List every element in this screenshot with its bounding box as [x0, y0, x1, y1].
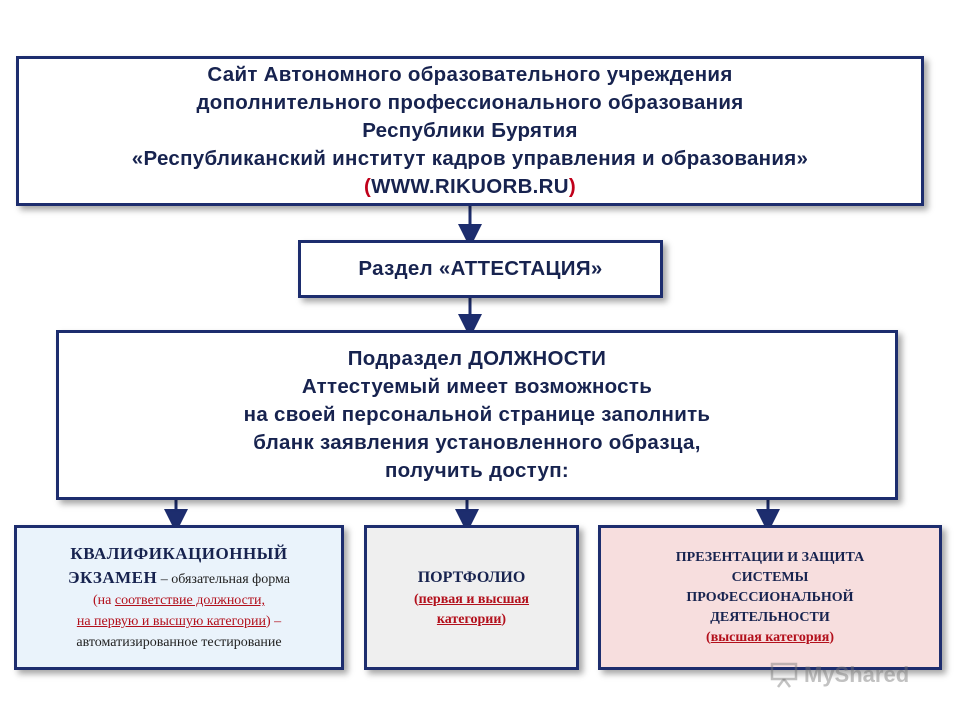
presentation-line-4: ДЕЯТЕЛЬНОСТИ — [710, 609, 830, 625]
section-box — [298, 240, 663, 298]
exam-paren-line-2 — [77, 611, 281, 632]
site-line-3: Республики Бурятия — [362, 119, 578, 142]
subsection-line-4: получить доступ: — [384, 459, 569, 482]
portfolio-link-line-2 — [437, 610, 506, 630]
subsection-line-1: Аттестуемый имеет возможность — [301, 375, 653, 398]
subsection-title — [348, 345, 606, 373]
exam-title-line-2 — [68, 566, 290, 590]
presentation-link[interactable]: высшая категория — [710, 629, 830, 645]
presentation-paren-open: ( — [706, 629, 711, 645]
portfolio-link-part-2[interactable]: категории — [436, 611, 502, 627]
section-label: Раздел «АТТЕСТАЦИЯ» — [358, 257, 603, 280]
exam-paren-open: (на — [93, 593, 115, 608]
exam-paren-line-1 — [93, 590, 265, 611]
site-line-4: «Республиканский институт кадров управления и образования» — [131, 147, 809, 170]
exam-title-word: ЭКЗАМЕН — [68, 568, 158, 587]
subsection-title-strong: ДОЛЖНОСТИ — [468, 347, 607, 370]
presentation-board-icon — [770, 662, 798, 688]
exam-link-categories[interactable]: на первую и высшую категории — [76, 614, 266, 629]
presentation-line-3: ПРОФЕССИОНАЛЬНОЙ — [686, 589, 854, 605]
exam-last-line: автоматизированное тестирование — [76, 635, 282, 650]
portfolio-paren-open: ( — [413, 591, 419, 607]
site-box — [16, 56, 924, 206]
presentation-box — [598, 525, 942, 670]
url-paren-close: ) — [568, 175, 577, 198]
watermark — [770, 662, 909, 688]
site-url-line — [364, 173, 576, 201]
portfolio-title: ПОРТФОЛИО — [417, 568, 526, 586]
presentation-line-2: СИСТЕМЫ — [731, 569, 809, 585]
exam-title-line-1: КВАЛИФИКАЦИОННЫЙ — [70, 544, 288, 563]
subsection-line-2: на своей персональной странице заполнить — [243, 403, 711, 426]
subsection-line-3: бланк заявления установленного образца, — [253, 431, 701, 454]
subsection-title-prefix: Подраздел — [347, 347, 469, 370]
portfolio-link-part-1[interactable]: первая и высшая — [418, 591, 530, 607]
presentation-line-1: ПРЕЗЕНТАЦИИ И ЗАЩИТА — [675, 549, 865, 565]
exam-box — [14, 525, 344, 670]
exam-title-suffix: – обязательная форма — [157, 572, 290, 587]
subsection-box — [56, 330, 898, 500]
watermark-text: MyShared — [804, 662, 910, 687]
presentation-link-line — [706, 628, 834, 648]
site-url-link[interactable]: WWW.RIKUORB.RU — [371, 175, 569, 198]
portfolio-link-line-1 — [414, 590, 529, 610]
exam-link-position[interactable]: соответствие должности, — [114, 593, 265, 608]
exam-paren-close: ) – — [265, 614, 282, 629]
portfolio-box — [364, 525, 579, 670]
site-line-1: Сайт Автономного образовательного учреждения — [207, 63, 733, 86]
site-line-2: дополнительного профессионального образования — [196, 91, 744, 114]
url-paren-open: ( — [363, 175, 372, 198]
portfolio-paren-close: ) — [501, 611, 507, 627]
presentation-paren-close: ) — [829, 629, 834, 645]
